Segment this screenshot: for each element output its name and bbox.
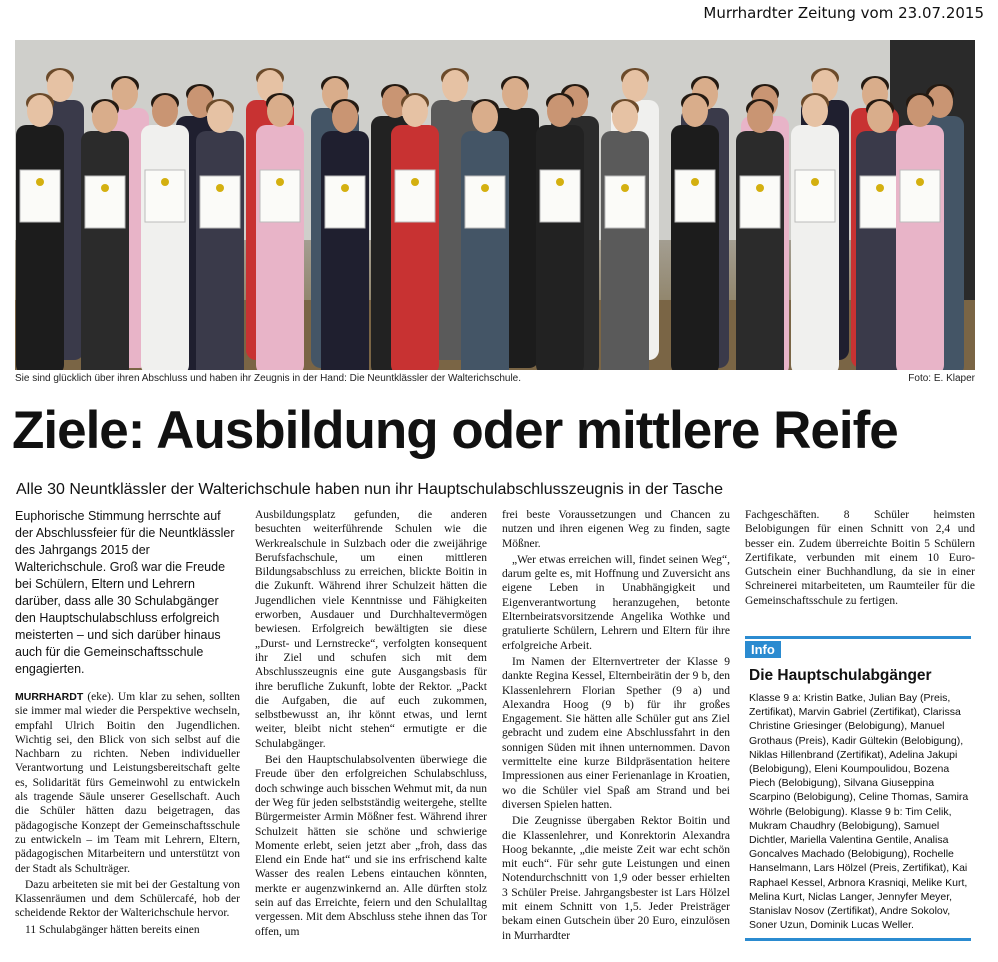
subheadline: Alle 30 Neuntklässler der Walterichschule haben nun ihr Hauptschulabschlusszeugnis in der Tasche bbox=[16, 481, 724, 498]
body-paragraph bbox=[15, 690, 240, 876]
group-photo-illustration bbox=[15, 40, 975, 370]
caption-text: Sie sind glücklich über ihren Abschluss und haben ihr Zeugnis in der Hand: Die Neuntklässler der Walterichschule. bbox=[15, 373, 522, 384]
body-paragraph: frei beste Voraussetzungen und Chancen zu nutzen und ihren eigenen Weg zu finden, sagte Mößner. bbox=[502, 509, 730, 550]
body-paragraph: Bei den Hauptschulabsolventen überwiege die Freude über den erfolgreichen Schulabschluss, doch schwinge auch bisschen Wehmut mit, da nun der Weg für jeden selbstständig weitergehe, stellte Bürgermeister Armin Mößner fest. Während ihrer Schulzeit hätten sie schöne und schwierige Momente erlebt, seien jetzt aber „froh, dass das Elend ein Ende hat“ und sie ins erfrischend kalte Wasser des realen Lebens eintauchen könnten, merkte er augenzwinkernd an. Alle dürften stolz sein auf das Erreichte, feiern und den Schulalltag vergessen. Mit dem Abschluss stehe ihnen das Tor offen, um bbox=[255, 754, 488, 938]
info-graduates-list: Klasse 9 a: Kristin Batke, Julian Bay (Preis, Zertifikat), Marvin Gabriel (Zertifikat), Clarissa Christine Griesinger (Belobigung), Manuel Grothaus (Preis), Kadir Gültekin (Belobigung), Niklas Hillenbrand (Zertifikat), Adelina Jakupi (Belobigung), Eleni Koumpoulidou, Bozena Piech (Belobigung), Silvana Giuseppina Scarpino (Belobigung), Celine Thomas, Samira Wöhrle (Belobigung). Klasse 9 b: Tim Celik, Mukram Chaudhry (Belobigung), Samuel Dichtler, Mariella Valentina Gentile, Analisa Goncalves Machado (Belobigung), Rochelle Hanselmann, Lars Hölzel (Preis, Zertifikat), Kai Raphael Kessel, Arbnora Krasniqi, Melike Kurt, Melina Kurt, Niclas Langer, Jennyfer Meyer, Stanislav Nosov (Zertifikat), Andre Sokolov, Soner Uzun, Dominik Lucas Weller. bbox=[749, 692, 969, 932]
group-photo bbox=[15, 40, 975, 370]
info-tag: Info bbox=[745, 641, 781, 658]
info-title: Die Hauptschulabgänger bbox=[749, 667, 932, 684]
headline: Ziele: Ausbildung oder mittlere Reife bbox=[12, 401, 898, 460]
photo-caption bbox=[15, 373, 975, 384]
body-paragraph: Ausbildungsplatz gefunden, die anderen besuchten weiterführende Schulen wie die Werkrealschule in Sulzbach oder die zweijährige Berufsfachschule, um einen mittleren Bildungsabschluss zu erreichen, blickte Boitin in die Zukunft. Während ihrer Schulzeit hätten die Jugendlichen viele Kenntnisse und Fähigkeiten erworben, Ausdauer und Durchhaltevermögen bewiesen. Erfolgreich bewältigten sie diese „Durst- und Lernstrecke“, verfolgten konsequent ihr Ziel und schufen sich mit dem Abschlusszeugnis eine gute Ausgangsbasis für ihre berufliche Zukunft, lobte der Rektor. „Packt die Aufgaben, die auf euch zukommen, selbstbewusst an, ihr könnt etwas, und lernt weiter, bleibt nicht stehen“ ermutigte er die Schulabgänger. bbox=[255, 509, 487, 750]
body-text: (eke). Um klar zu sehen, sollten sie immer mal wieder die Perspektive wechseln, empfahl Ulrich Boitin den Jugendlichen. Wichtig sei, den Blick von sich selbst auf die Nachbarn zu richten. Neben individueller Verantwortung und Leistungsbereitschaft gelte es, Solidarität fürs Gemeinwohl zu entwickeln als tragende Säule unserer Gesellschaft. Auch die Schüler hätten dazu beigetragen, das pädagogische Konzept der Gemeinschaftsschule zu entwickeln – im Team mit Lehrern, Eltern, pädagogischen Mitarbeitern und unterstützt von der Stadt als Schulträger. bbox=[15, 691, 240, 875]
source-line: Murrhardter Zeitung vom 23.07.2015 bbox=[703, 4, 984, 22]
article-column-2 bbox=[255, 508, 487, 941]
body-paragraph: 11 Schulabgänger hätten bereits einen bbox=[25, 923, 200, 936]
article-column-3 bbox=[502, 508, 730, 945]
teaser-paragraph: Euphorische Stimmung herrschte auf der Abschlussfeier für die Neuntklässler des Jahrgangs 2015 der Walterichschule. Groß war die Freude bei Schülern, Eltern und Lehrern darüber, dass alle 30 Schulabgänger den Hauptschulabschluss erfolgreich meisterten – und sich darüber hinaus auch für die Gemeinschaftsschule engagierten. bbox=[15, 509, 235, 676]
body-paragraph: Im Namen der Elternvertreter der Klasse 9 dankte Regina Kessel, Elternbeirätin der 9 b, den Klassenlehrern Florian Spether (9 a) und Alexandra Hoog (9 b) für ihr großes Engagement. Sie hätten alle Schüler gut ans Ziel gebracht und zudem eine Abschlussfahrt in den sonnigen Süden mit ihnen unternommen. Davon vermittelte eine kurze Bildpräsentation heitere Impressionen aus einer Ferienanlage in Kroatien, wo die Schüler viel Spaß am Strand und bei diversen Spielen hatten. bbox=[502, 655, 730, 811]
info-box bbox=[745, 636, 971, 941]
photo-credit: Foto: E. Klaper bbox=[908, 373, 975, 384]
body-paragraph: Die Zeugnisse übergaben Rektor Boitin und die Klassenlehrer, und Konrektorin Alexandra Hoog bekannte, „die meiste Zeit war echt schön mit euch“. Für sehr gute Leistungen und einen Notendurchschnitt von 1,9 oder besser erhielten 3 Schüler Preise. Jahrgangsbester ist Lars Hölzel mit einem Schnitt von 1,5. Jeder Preisträger bekam einen Gutschein über 20 Euro, einzulösen in Murrhardter bbox=[502, 815, 730, 942]
body-paragraph: „Wer etwas erreichen will, findet seinen Weg“, darum gelte es, mit Hoffnung und Zuversicht ans eigene Leben in Unabhängigkeit und Eigenverantwortung heranzugehen, betonte Elternbeiratsvorsitzende Angelika Wothke und gratulierte Schülern, Lehrern und Eltern für ihre erfolgreiche Arbeit. bbox=[502, 553, 730, 652]
article-column-4 bbox=[745, 508, 975, 610]
body-paragraph: Dazu arbeiteten sie mit bei der Gestaltung von Klassenräumen und dem Schülercafé, hob der scheidende Rektor der Walterichschule hervor. bbox=[15, 878, 240, 920]
dateline: MURRHARDT bbox=[15, 691, 84, 703]
body-paragraph: Fachgeschäften. 8 Schüler heimsten Belobigungen für einen Schnitt von 2,4 und besser ein. Zudem überreichte Boitin 5 Schülern Zertifikate, verbunden mit einem 10 Euro-Gutschein einer Buchhandlung, da sie in einer Schreinerei mitarbeiteten, um Raumteiler für die Gemeinschaftsschule zu fertigen. bbox=[745, 509, 975, 607]
article-column-1 bbox=[15, 508, 240, 939]
